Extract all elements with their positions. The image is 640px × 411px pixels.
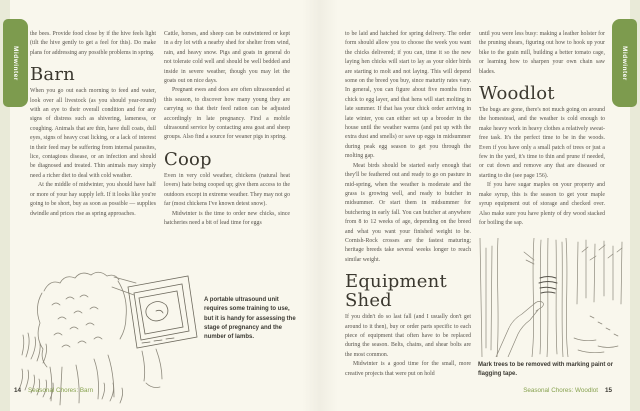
continuation-paragraph: the bees. Provide food close by if the hive feels light (tilt the hive gently to get a feel for this). Do make plans for addressing any possible problems in spring. xyxy=(30,31,156,56)
page-number: 15 xyxy=(604,387,612,394)
page-gutter xyxy=(302,0,338,411)
barn-paragraph: Cattle, horses, and sheep can be outwintered or kept in a dry lot with a nearby shed for shelter from wind, rain, and heavy snow. Pigs and goats in general do not tolerate cold well and should be well bedded and inside in severe weather, though you may let the goats out on nice days. xyxy=(164,31,290,85)
coop-heading: Coop xyxy=(164,148,212,170)
barn-heading: Barn xyxy=(30,64,75,86)
woodlot-heading: Woodlot xyxy=(479,83,555,105)
equipment-shed-heading: Equipment Shed xyxy=(345,271,447,312)
equipment-shed-paragraph: until you were less busy: making a leather holster for the pruning shears, figuring out how to hook up your bike to the grain mill, building a better tomato cage, or learning how to sharpen your own chain saw blades. xyxy=(479,31,605,75)
midwinter-tab-label: Midwinter xyxy=(621,45,628,81)
barn-paragraph: Pregnant ewes and does are often ultrasounded at this season, to discover how many young they are carrying so that their feed ration can be adjusted accordingly in late pregnancy. Find a mobile ultrasound service by contacting area goat and sheep groups. Also find a source for weaner pigs in spring. xyxy=(164,87,290,141)
page-number: 14 xyxy=(14,387,22,394)
right-page-footer xyxy=(523,387,612,394)
left-page-footer xyxy=(14,387,93,394)
coop-paragraph: Even in very cold weather, chickens (natural heat lovers) hate being cooped up; give them access to the outdoors except in extreme weather. They may not go far (most chickens I've known detest snow). xyxy=(164,172,290,208)
right-page-column-2 xyxy=(479,30,605,228)
midwinter-tab-right xyxy=(612,19,637,107)
coop-paragraph: Midwinter is the time to order new chicks, since hatcheries need a bit of lead time for eggs xyxy=(164,210,290,226)
coop-paragraph: to be laid and hatched for spring delivery. The order form should allow you to choose the week you want the chicks delivered; if you can, time it so the new laying hen chicks will start to lay as your older birds are starting to molt and not laying. This will depend some on the breed you buy, since maturity rates vary. In general, you can figure about five months from chick to egg layer, and that hens will start molting in late summer. If that has your chick order arriving in late winter, you can either set up a brooder in the house until the weather warms (and put up with the extra dust and smells) or save up eggs in midsummer during peak egg season to get you through the molting gap. xyxy=(345,31,471,160)
coop-paragraph: Meat birds should be started early enough that they'll be feathered out and ready to go on pasture in mid-spring, when the weather is moderate and the grass is growing well, and ready to butcher in midsummer. Or start them in midsummer for butchering in early fall. You can butcher at anywhere from 8 to 12 weeks of age, depending on the breed and what you want your finished weight to be. Cornish-Rock crosses are the fastest maturing; heritage breeds take several weeks longer to reach similar weight. xyxy=(345,162,471,263)
equipment-shed-paragraph: Midwinter is a good time for the small, more creative projects that were put on hold xyxy=(345,361,471,377)
woodlot-paragraph: If you have sugar maples on your property and make syrup, this is the season to get your maple syrup equipment out of storage and checked over. Also make sure you have plenty of dry wood stacked for boiling the sap. xyxy=(479,182,605,226)
barn-paragraph: At the middle of midwinter, you should have half or more of your hay supply left. If it looks like you're going to be short, buy as soon as possible — supplies dwindle and prices rise as spring approaches. xyxy=(30,182,156,217)
equipment-shed-paragraph: If you didn't do so last fall (and I usually don't get around to it then), buy or order parts specific to each piece of equipment that often have to be replaced during the season. Belts, chains, and shear bolts are the most common. xyxy=(345,314,471,358)
right-page-column-1 xyxy=(345,30,471,379)
running-footer: Seasonal Chores: Barn xyxy=(28,387,94,394)
tree-marking-caption: Mark trees to be removed with marking paint or flagging tape. xyxy=(478,362,614,378)
left-page-column-1 xyxy=(30,30,156,219)
midwinter-tab-label: Midwinter xyxy=(12,45,19,81)
barn-paragraph: When you go out each morning to feed and water, look over all livestock (as you should year-round) with an eye to their overall condition and for any signs of distress such as shivering, lameness, or coughing. Animals that are thin, have dull coats, dull eyes, signs of heavy coat licking, or a lack of interest in their feed may be suffering from internal parasites, lice, contagious disease, or an infection and should be diagnosed and treated. Thin animals may simply need a richer diet to deal with cold weather. xyxy=(30,88,156,179)
tree-marking-illustration xyxy=(478,238,630,357)
ultrasound-caption: A portable ultrasound unit requires some training to use, but it is handy for assessing the stage of pregnancy and the number of lambs. xyxy=(204,297,296,341)
left-page-column-2 xyxy=(164,30,290,228)
running-footer: Seasonal Chores: Woodlot xyxy=(523,387,598,394)
midwinter-tab-left xyxy=(3,19,28,107)
woodlot-paragraph: The bugs are gone, there's not much going on around the homestead, and the weather is cold enough to make heavy work in heavy clothes a relatively sweat-free task. It's the perfect time to be in the woods. Even if you have only a small patch of trees or just a few in the yard, it's time to thin and prune if needed, or cut down and remove any that are diseased or starting to die (see page 156). xyxy=(479,107,605,179)
